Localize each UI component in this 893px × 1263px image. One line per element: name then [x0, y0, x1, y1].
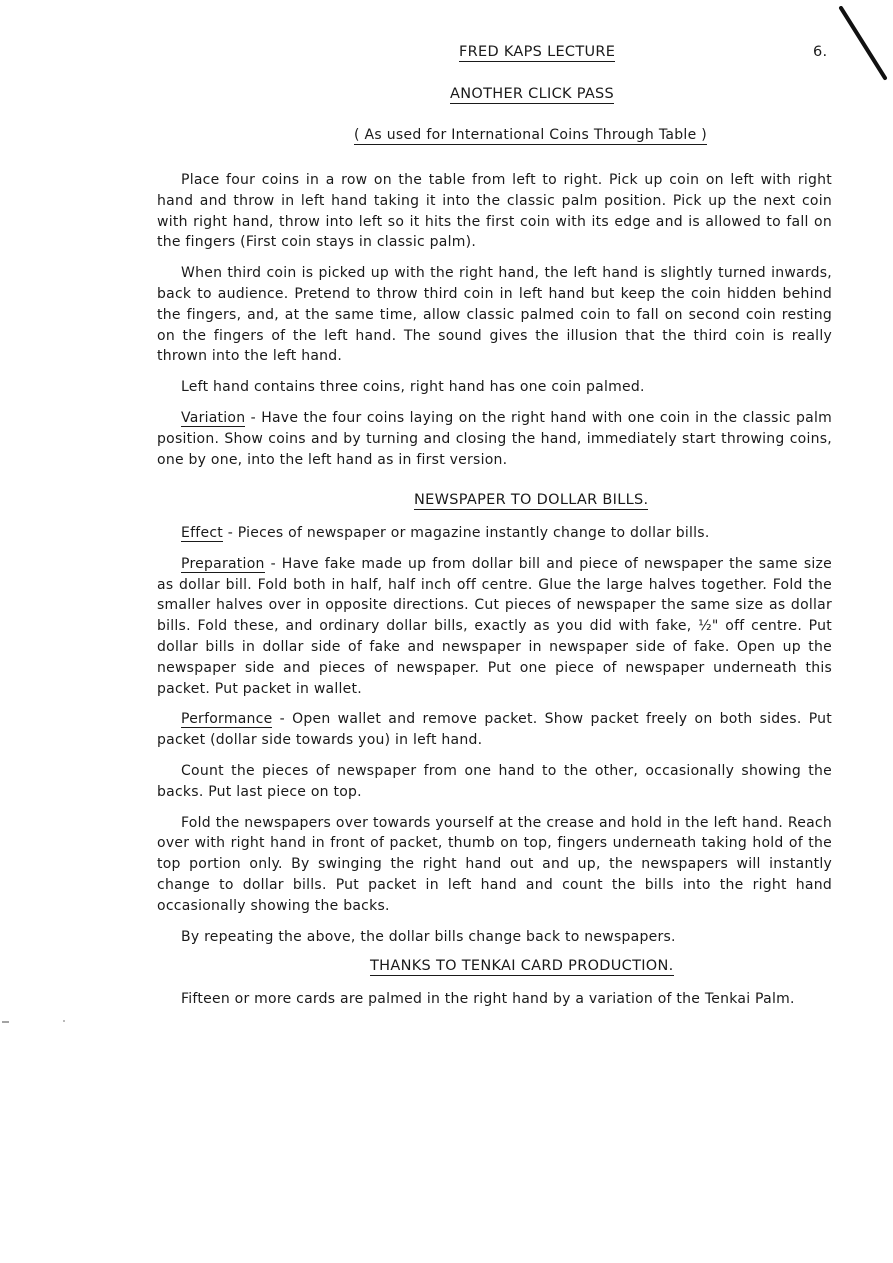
performance-paragraph [157, 709, 832, 751]
scan-specks [0, 1010, 80, 1030]
paragraph: Count the pieces of newspaper from one hand to the other, occasionally showing the backs. Put last piece on top. [157, 762, 832, 800]
newspaper-body [157, 523, 832, 947]
paragraph: Fold the newspapers over towards yourself at the crease and hold in the left hand. Reach over with right hand in front of packet, thumb on top, fingers underneath taking hold of the top portion only. By swinging the right hand out and up, the newspapers will instantly change to dollar bills. Put packet in left hand and count the bills into the right hand occasionally showing the backs. [157, 814, 832, 914]
effect-text: - Pieces of newspaper or magazine instantly change to dollar bills. [223, 525, 710, 541]
click-pass-body [157, 170, 832, 470]
section-title-tenkai: THANKS TO TENKAI CARD PRODUCTION. [370, 958, 674, 974]
lecture-title: FRED KAPS LECTURE [459, 44, 616, 60]
paragraph: When third coin is picked up with the right hand, the left hand is slightly turned inwards, back to audience. Pretend to throw third coin in left hand but keep the coin hidden behind the fingers, and, at the same time, allow classic palmed coin to fall on second coin resting on the fingers of the left hand. The sound gives the illusion that the third coin is really thrown into the left hand. [157, 265, 832, 365]
paragraph: Fifteen or more cards are palmed in the right hand by a variation of the Tenkai Palm. [181, 991, 795, 1007]
paragraph: Place four coins in a row on the table from left to right. Pick up coin on left with right hand and throw in left hand taking it into the classic palm position. Pick up the next coin with right hand, throw into left so it hits the first coin with its edge and is allowed to fall on the fingers (First coin stays in classic palm). [157, 172, 832, 251]
variation-text: - Have the four coins laying on the right hand with one coin in the classic palm position. Show coins and by turning and closing the hand, immediately start throwing coins, one by one, into the left hand as in first version. [157, 409, 832, 468]
variation-paragraph [157, 408, 832, 470]
section-title-newspaper: NEWSPAPER TO DOLLAR BILLS. [414, 492, 649, 508]
preparation-paragraph [157, 554, 832, 700]
page-number: 6. [813, 44, 828, 60]
section-subtitle-click-pass: ( As used for International Coins Through Table ) [354, 127, 708, 143]
section-title-click-pass: ANOTHER CLICK PASS [450, 86, 615, 102]
performance-text: - Open wallet and remove packet. Show packet freely on both sides. Put packet (dollar side towards you) in left hand. [157, 711, 832, 749]
paragraph: Left hand contains three coins, right hand has one coin palmed. [181, 379, 645, 396]
preparation-text: - Have fake made up from dollar bill and piece of newspaper the same size as dollar bill. Fold both in half, half inch off centre. Glue the large halves together. Fold the smaller halves over in opposite directions. Cut pieces of newspaper the same size as dollar bills. Fold these, and ordinary dollar bills, exactly as you did with fake, ½" off centre. Put dollar bills in dollar side of fake and newspaper in newspaper side of fake. Open up the newspaper side and pieces of newspaper. Put one piece of newspaper underneath this packet. Put packet in wallet. [157, 555, 832, 697]
tenkai-body [157, 989, 832, 1010]
corner-slash-mark [838, 6, 890, 82]
effect-label: Effect [181, 525, 224, 541]
variation-label: Variation [181, 409, 246, 426]
preparation-label: Preparation [181, 555, 265, 572]
effect-paragraph [157, 523, 832, 544]
performance-label: Performance [181, 711, 273, 728]
paragraph: By repeating the above, the dollar bills change back to newspapers. [181, 928, 676, 945]
